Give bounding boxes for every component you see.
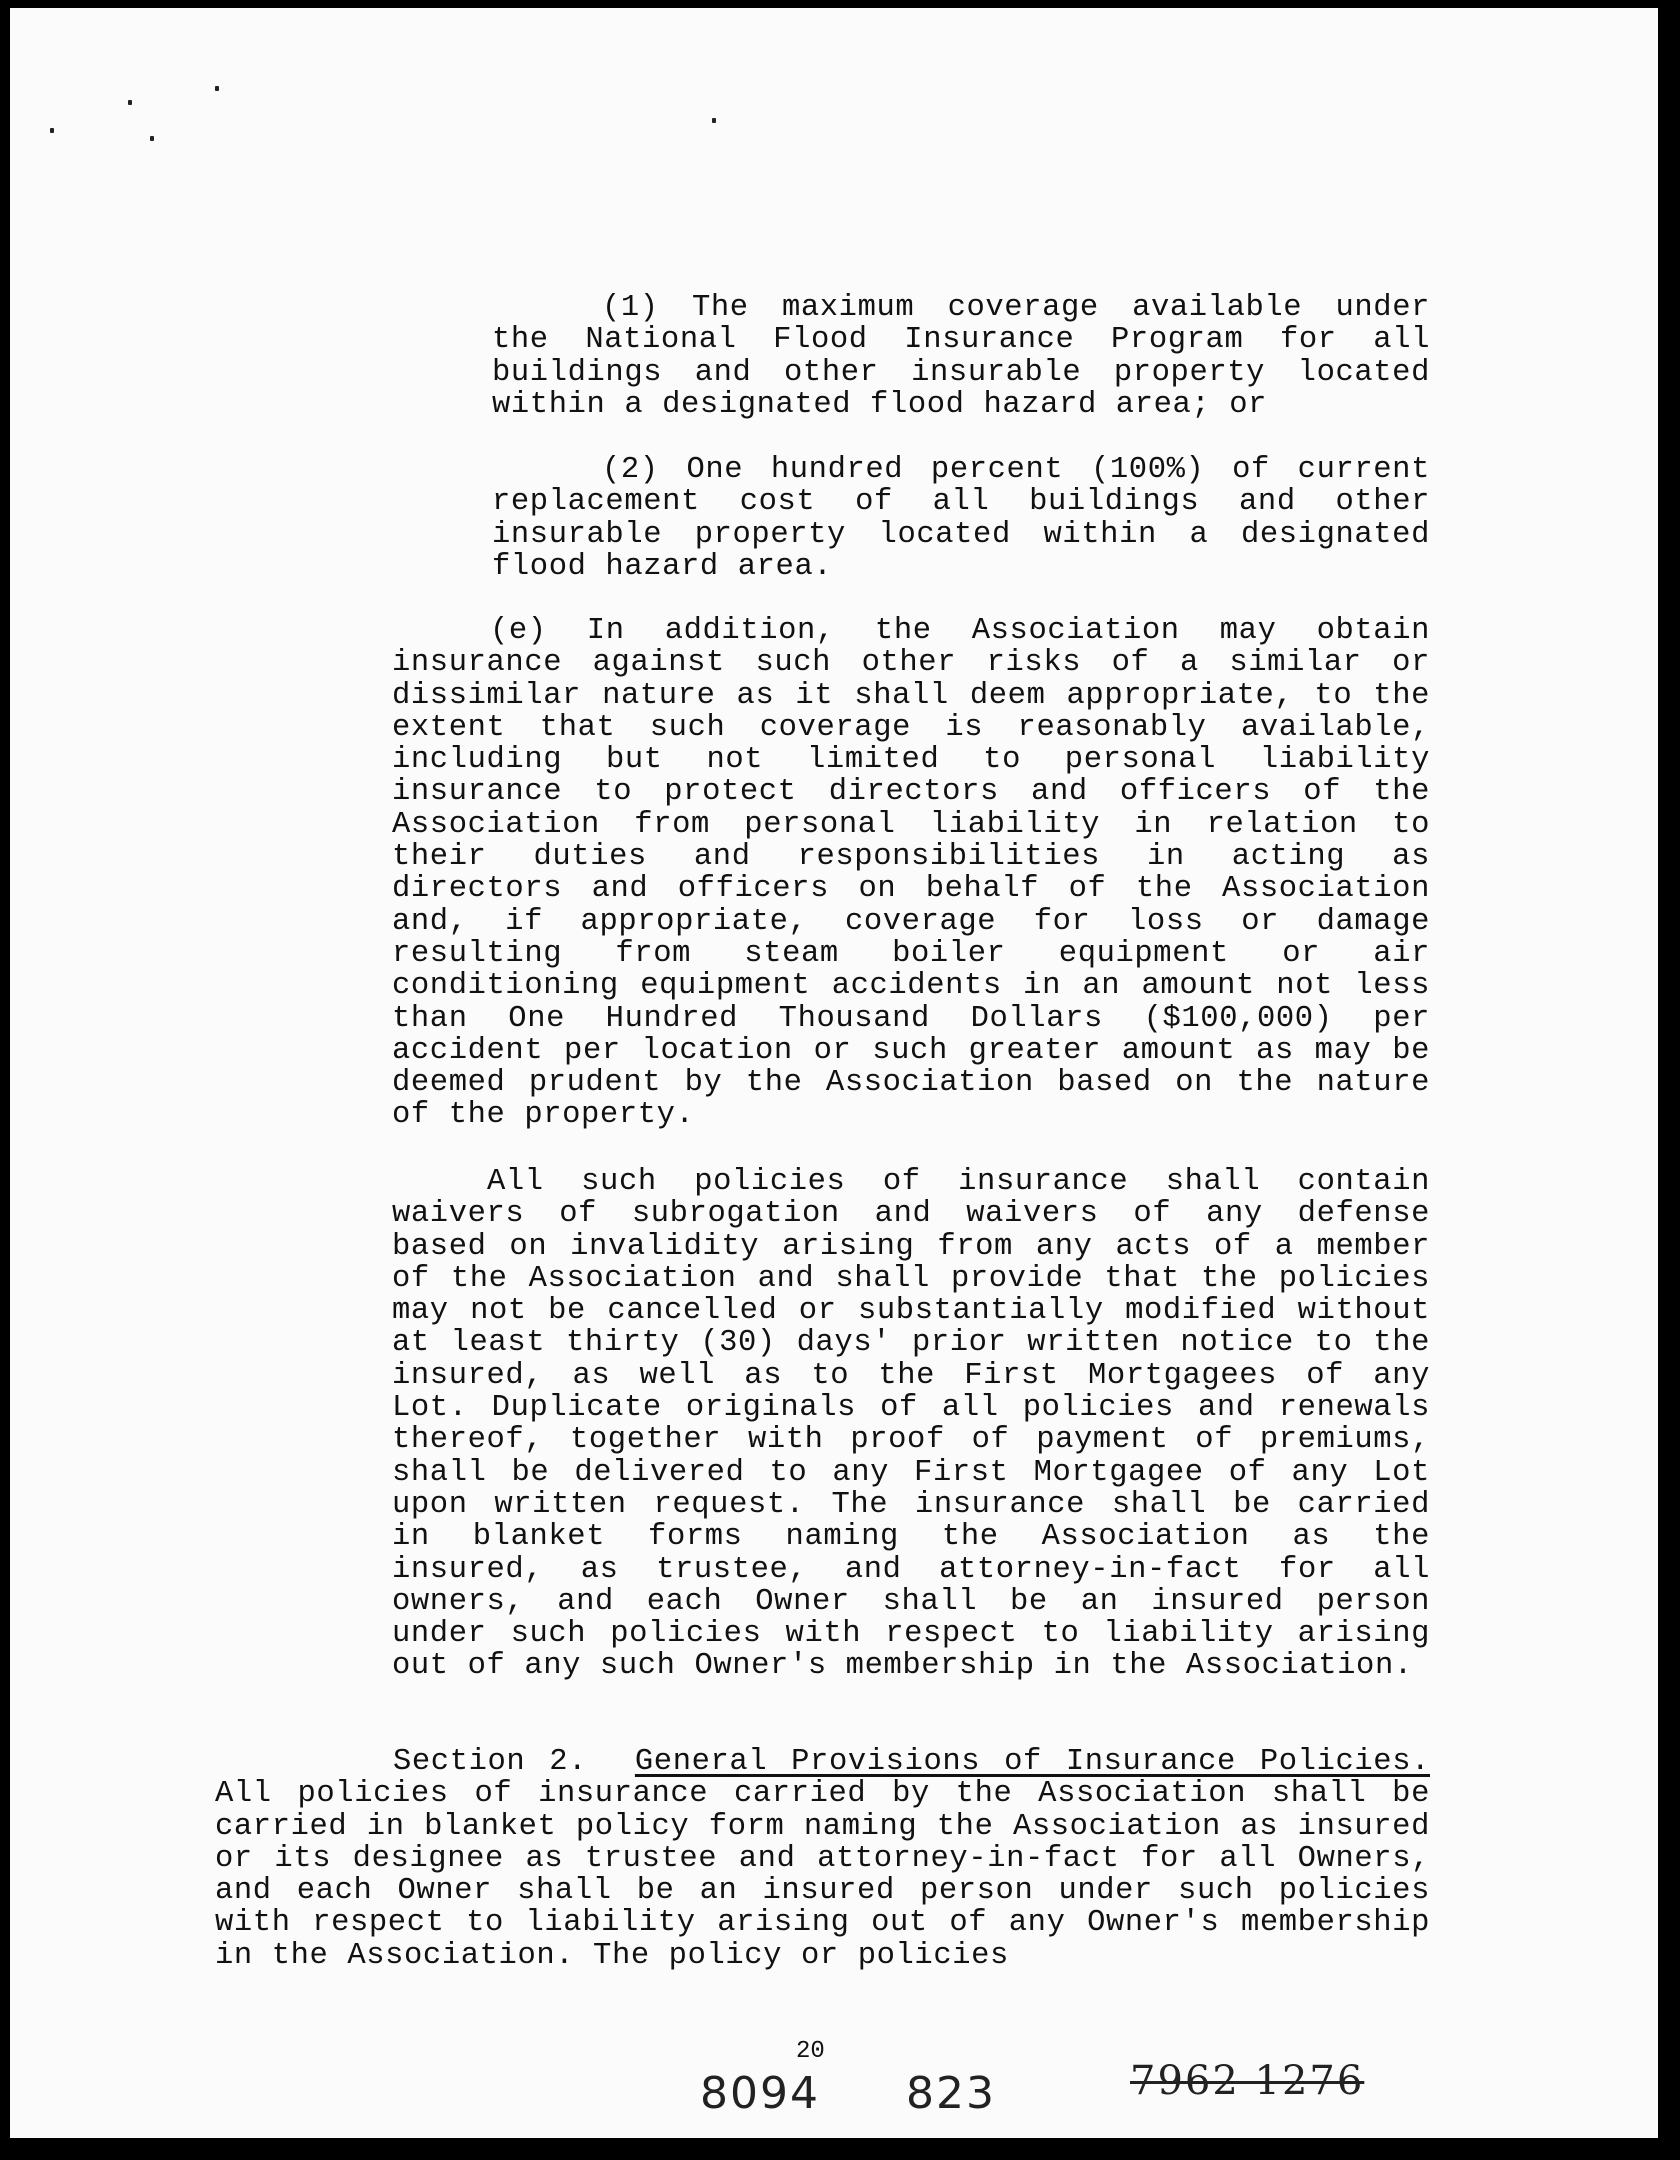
section-2	[215, 1746, 1430, 1972]
page-number: 20	[796, 2038, 825, 2065]
stamp-book-number: 8094	[700, 2068, 820, 2119]
struck-out-number: 7962 1276	[1130, 2058, 1365, 2104]
section-2-label: Section 2.	[393, 1745, 588, 1779]
coverage-item-2: (2) One hundred percent (100%) of current replacement cost of all buildings and other insurable property located within a designated flood hazard area.	[492, 453, 1430, 584]
section-2-text: All policies of insurance carried by the Association shall be carried in blanket policy form naming the Association as insured or its designee as trustee and attorney-in-fact for all Owners, and each Owner shall be an insured person under such policies with respect to liability arising out of any Owner's membership in the Association. The policy or policies	[215, 1777, 1430, 1973]
section-2-heading: General Provisions of Insurance Policies.	[634, 1745, 1430, 1779]
stamp-page-number: 823	[906, 2068, 996, 2119]
paragraph-policies: All such policies of insurance shall contain waivers of subrogation and waivers of any defense based on invalidity arising from any acts of a member of the Association and shall provide that the policies may not be cancelled or substantially modified without at least thirty (30) days' prior written notice to the insured, as well as to the First Mortgagees of any Lot. Duplicate originals of all policies and renewals thereof, together with proof of payment of premiums, shall be delivered to any First Mortgagee of any Lot upon written request. The insurance shall be carried in blanket forms naming the Association as the insured, as trustee, and attorney-in-fact for all owners, and each Owner shall be an insured person under such policies with respect to liability arising out of any such Owner's membership in the Association.	[392, 1165, 1430, 1684]
coverage-item-1: (1) The maximum coverage available under the National Flood Insurance Program for all buildings and other insurable property located within a designated flood hazard area; or	[492, 291, 1430, 422]
paragraph-e: (e) In addition, the Association may obtain insurance against such other risks of a similar or dissimilar nature as it shall deem appropriate, to the extent that such coverage is reasonably available, including but not limited to personal liability insurance to protect directors and officers of the Association from personal liability in relation to their duties and responsibilities in acting as directors and officers on behalf of the Association and, if appropriate, coverage for loss or damage resulting from steam boiler equipment or air conditioning equipment accidents in an amount not less than One Hundred Thousand Dollars ($100,000) per accident per location or such greater amount as may be deemed prudent by the Association based on the nature of the property.	[392, 614, 1430, 1133]
document-page	[10, 8, 1658, 2138]
